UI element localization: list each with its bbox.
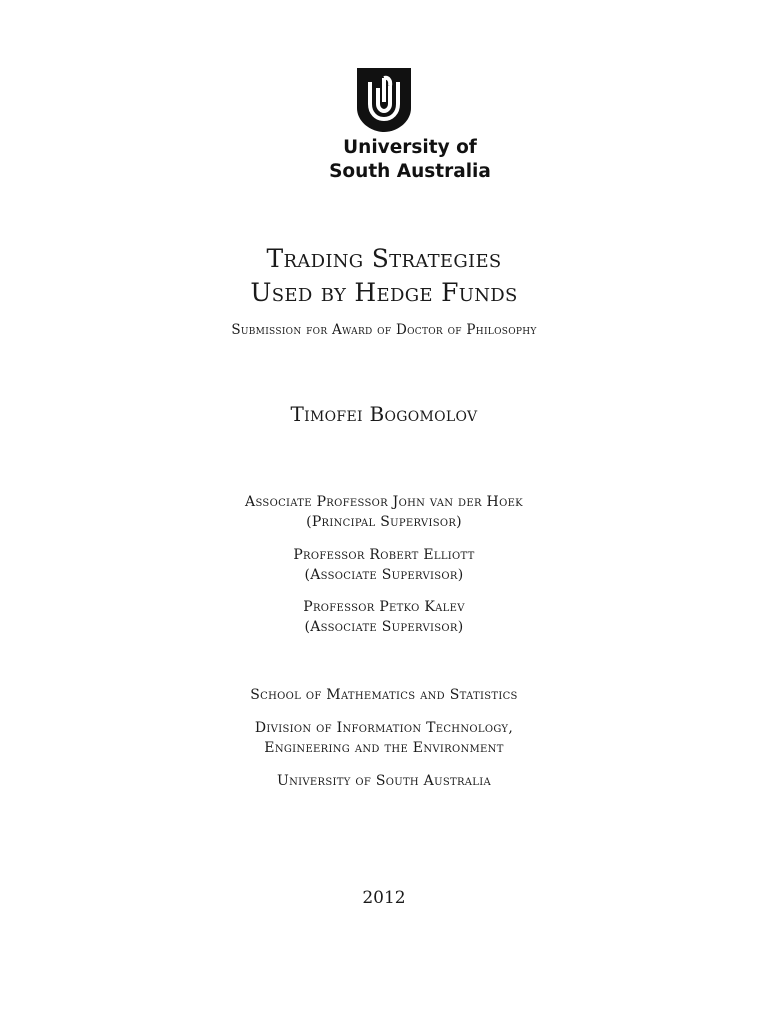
- supervisor-name: Professor Robert Elliott: [293, 547, 475, 563]
- thesis-subtitle: Submission for Award of Doctor of Philosophy: [231, 322, 537, 338]
- school-name: School of Mathematics and Statistics: [250, 687, 518, 703]
- thesis-title-line2: Used by Hedge Funds: [250, 278, 518, 307]
- division-line2: Engineering and the Environment: [264, 740, 504, 756]
- division-name: [0, 718, 768, 758]
- supervisor-block: [0, 597, 768, 637]
- supervisor-role: (Principal Supervisor): [306, 514, 462, 530]
- university-shield-logo: [357, 68, 411, 132]
- supervisor-name: Professor Petko Kalev: [303, 599, 465, 615]
- submission-year: 2012: [362, 888, 406, 908]
- author-name: Timofei Bogomolov: [290, 402, 478, 426]
- university-name: University of South Australia: [276, 773, 492, 789]
- university-wordmark: [0, 136, 768, 184]
- university-wordmark-line1: University of: [343, 137, 477, 158]
- supervisor-block: [0, 545, 768, 585]
- division-line1: Division of Information Technology,: [254, 720, 514, 736]
- thesis-title-line1: Trading Strategies: [266, 244, 502, 273]
- supervisor-role: (Associate Supervisor): [304, 619, 464, 635]
- university-wordmark-line2: South Australia: [329, 161, 491, 182]
- supervisor-name: Associate Professor John van der Hoek: [245, 494, 523, 510]
- thesis-title: [0, 242, 768, 310]
- supervisor-block: [0, 492, 768, 532]
- supervisor-role: (Associate Supervisor): [304, 567, 464, 583]
